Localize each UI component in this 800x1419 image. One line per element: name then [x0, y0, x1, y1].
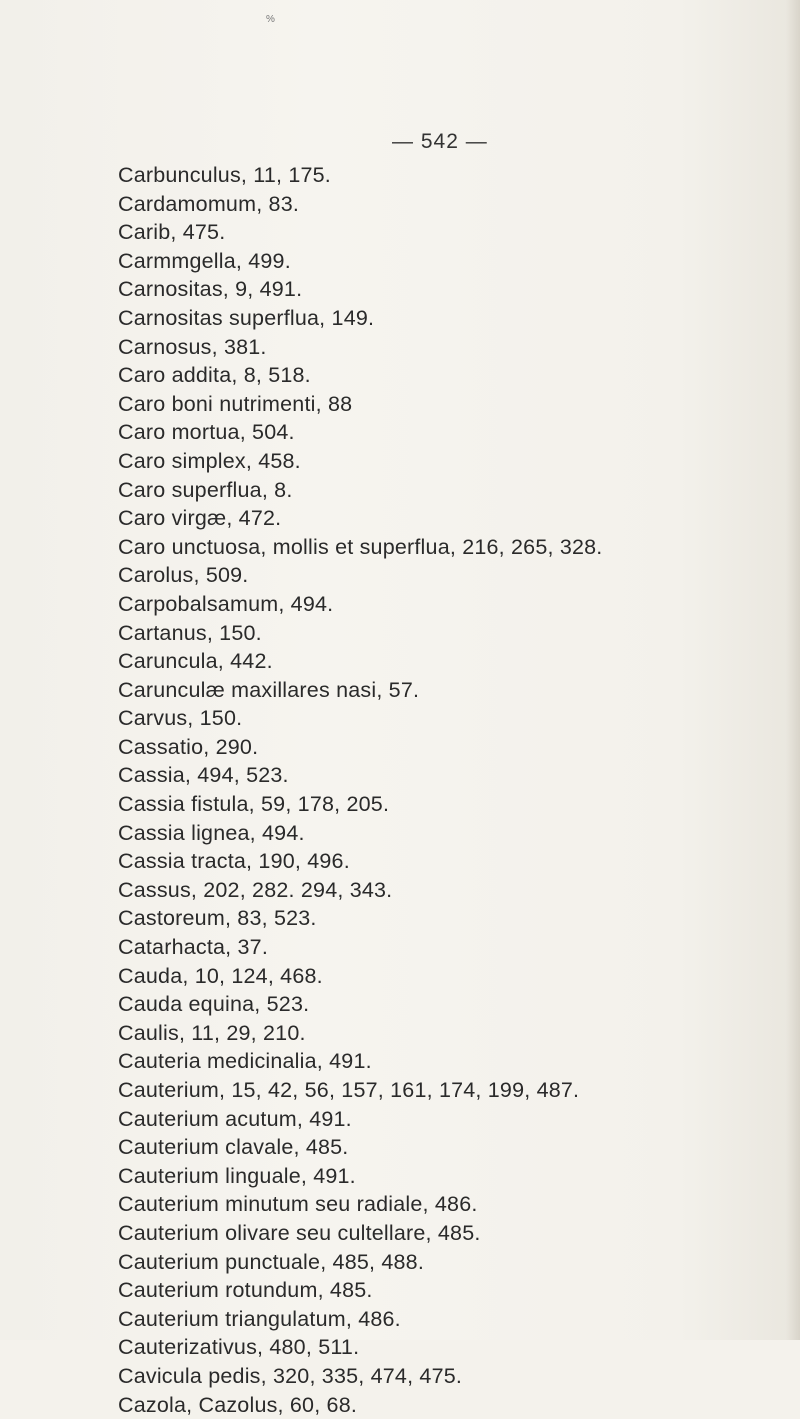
index-entry: Caro mortua, 504.: [118, 420, 295, 445]
index-entry: Caruncula, 442.: [118, 649, 273, 674]
index-entry: Caro addita, 8, 518.: [118, 363, 311, 388]
ink-mark: %: [266, 14, 275, 25]
index-entry: Caro boni nutrimenti, 88: [118, 391, 353, 416]
index-entry: Caro unctuosa, mollis et superflua, 216, 265, 328.: [118, 534, 603, 559]
index-entry: Cazola, Cazolus, 60, 68.: [118, 1392, 358, 1417]
index-entry: Carnositas superflua, 149.: [118, 305, 375, 330]
index-entry: Cauterium triangulatum, 486.: [118, 1306, 401, 1331]
index-entry: Carolus, 509.: [118, 563, 249, 588]
index-entry: Cardamomum, 83.: [118, 191, 300, 216]
index-entry: Carpobalsamum, 494.: [118, 591, 334, 616]
index-entry: Cassatio, 290.: [118, 734, 259, 759]
index-entry: Cauda, 10, 124, 468.: [118, 963, 323, 988]
index-entry: Carmmgella, 499.: [118, 248, 291, 273]
index-entry: Carib, 475.: [118, 220, 226, 245]
index-entry: Carunculæ maxillares nasi, 57.: [118, 677, 420, 702]
index-entry: Cauterium, 15, 42, 56, 157, 161, 174, 199, 487.: [118, 1078, 580, 1102]
index-entry: Caro simplex, 458.: [118, 448, 301, 473]
index-entry: Carnosus, 381.: [118, 334, 267, 359]
index-entry: Cauterium linguale, 491.: [118, 1163, 356, 1188]
index-entry: Caulis, 11, 29, 210.: [118, 1020, 306, 1045]
index-entry: Caro superflua, 8.: [118, 477, 293, 502]
page-edge-shadow: [786, 0, 800, 1340]
index-entry: Cauda equina, 523.: [118, 992, 310, 1017]
index-entry: Cauterium minutum seu radiale, 486.: [118, 1192, 478, 1217]
index-entry: Cassia, 494, 523.: [118, 763, 289, 788]
index-entry: Cartanus, 150.: [118, 620, 262, 645]
index-entry: Catarhacta, 37.: [118, 935, 269, 960]
index-entry: Cauterium olivare seu cultellare, 485.: [118, 1220, 481, 1245]
index-entry: Cauterium punctuale, 485, 488.: [118, 1249, 425, 1274]
page-number: — 542 —: [392, 130, 488, 153]
index-entry: Cauteria medicinalia, 491.: [118, 1049, 372, 1074]
index-entry: Cassia tracta, 190, 496.: [118, 849, 350, 874]
index-entry: Cauterizativus, 480, 511.: [118, 1335, 360, 1360]
index-entry: Carbunculus, 11, 175.: [118, 163, 331, 187]
index-entry: Cassia fistula, 59, 178, 205.: [118, 792, 390, 817]
index-entry: Cauterium rotundum, 485.: [118, 1278, 373, 1303]
index-entry: Caro virgæ, 472.: [118, 506, 282, 531]
index-entry: Cauterium clavale, 485.: [118, 1135, 349, 1160]
index-entry: Carnositas, 9, 491.: [118, 277, 303, 302]
index-entry: Cassus, 202, 282. 294, 343.: [118, 877, 393, 902]
index-entry: Cassia lignea, 494.: [118, 820, 305, 845]
index-entry-list: [118, 161, 602, 1419]
index-entry: Cavicula pedis, 320, 335, 474, 475.: [118, 1363, 463, 1388]
index-entry: Castoreum, 83, 523.: [118, 906, 317, 931]
index-entry: Cauterium acutum, 491.: [118, 1106, 352, 1131]
index-entry: Carvus, 150.: [118, 706, 243, 731]
